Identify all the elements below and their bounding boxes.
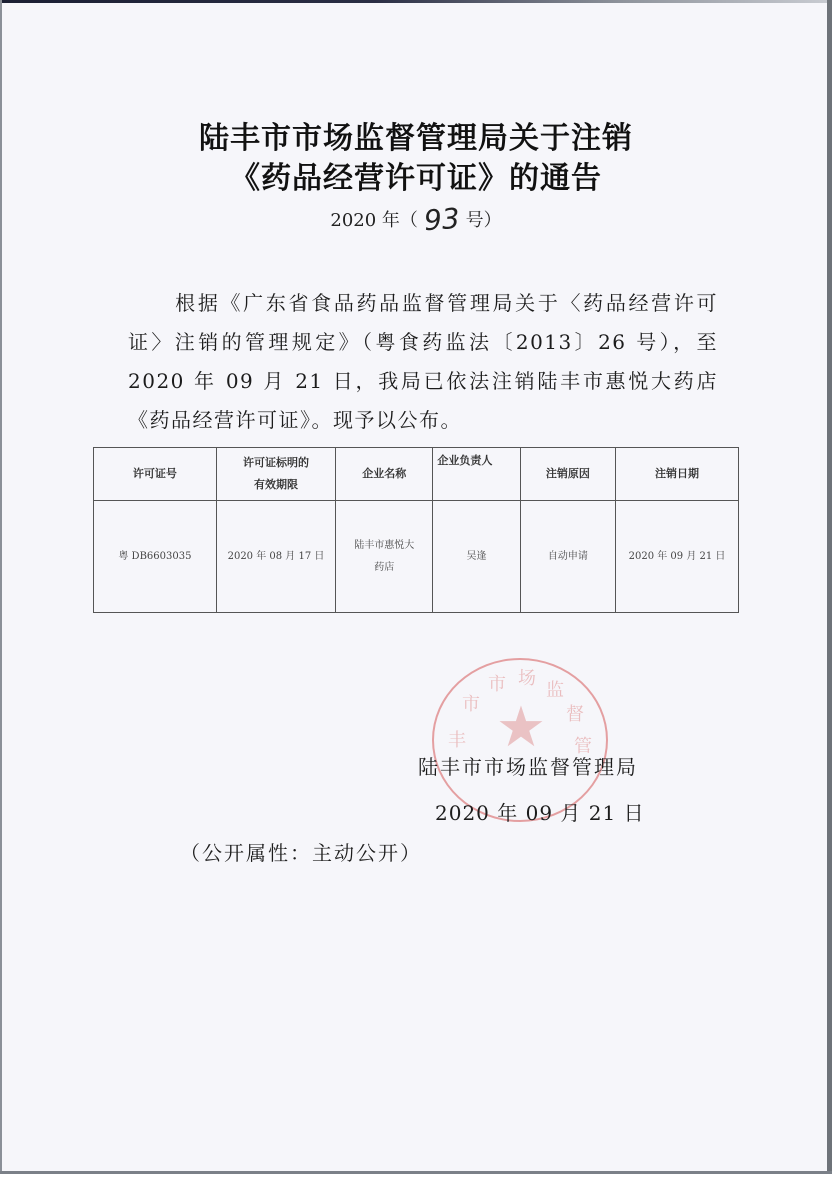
signature-organization: 陆丰市市场监督管理局 — [418, 755, 638, 779]
header-cancel-date: 注销日期 — [616, 448, 739, 501]
seal-star-icon: ★ — [495, 695, 547, 760]
table-row — [94, 501, 739, 613]
doc-number-suffix: 号） — [465, 210, 502, 231]
body-paragraph — [128, 284, 718, 440]
cell-license-no: 粤 DB6603035 — [94, 501, 217, 613]
cell-company-name — [336, 501, 433, 613]
scan-bottom-margin — [0, 1174, 832, 1184]
body-paragraph-text: 根据《广东省食品药品监督管理局关于〈药品经营许可证〉注销的管理规定》（粤食药监法〔2013〕26 号），至 2020 年 09 月 21 日，我局已依法注销陆丰市惠悦大药店《药品经营许可证》。现予以公布。 — [128, 291, 718, 432]
cancellation-table — [93, 447, 739, 613]
disclosure-attribute: （公开属性：主动公开） — [180, 841, 422, 865]
document-title-line1: 陆丰市市场监督管理局关于注销 — [199, 121, 633, 156]
cell-company-line2: 药店 — [374, 561, 395, 573]
doc-number-prefix: 2020 年（ — [330, 210, 418, 231]
header-validity-line1: 许可证标明的 — [243, 456, 309, 469]
table-header-row — [94, 448, 739, 501]
header-license-no: 许可证号 — [94, 448, 217, 501]
cell-validity: 2020 年 08 月 17 日 — [216, 501, 335, 613]
document-title-line2: 《药品经营许可证》的通告 — [230, 161, 602, 196]
header-validity — [216, 448, 335, 501]
cell-cancel-reason: 自动申请 — [520, 501, 615, 613]
document-number — [0, 200, 832, 238]
seal-text: 丰 市 市 场 监 督 管 — [448, 668, 592, 757]
cell-cancel-date: 2020 年 09 月 21 日 — [616, 501, 739, 613]
cell-person-in-charge: 吴逢 — [433, 501, 520, 613]
signature-date: 2020 年 09 月 21 日 — [435, 801, 645, 825]
header-validity-line2: 有效期限 — [254, 478, 298, 491]
header-person-in-charge: 企业负责人 — [433, 448, 520, 501]
header-company-name: 企业名称 — [336, 448, 433, 501]
header-cancel-reason: 注销原因 — [520, 448, 615, 501]
cell-company-line1: 陆丰市惠悦大 — [354, 539, 415, 551]
doc-number-handwritten: 93 — [422, 201, 461, 238]
